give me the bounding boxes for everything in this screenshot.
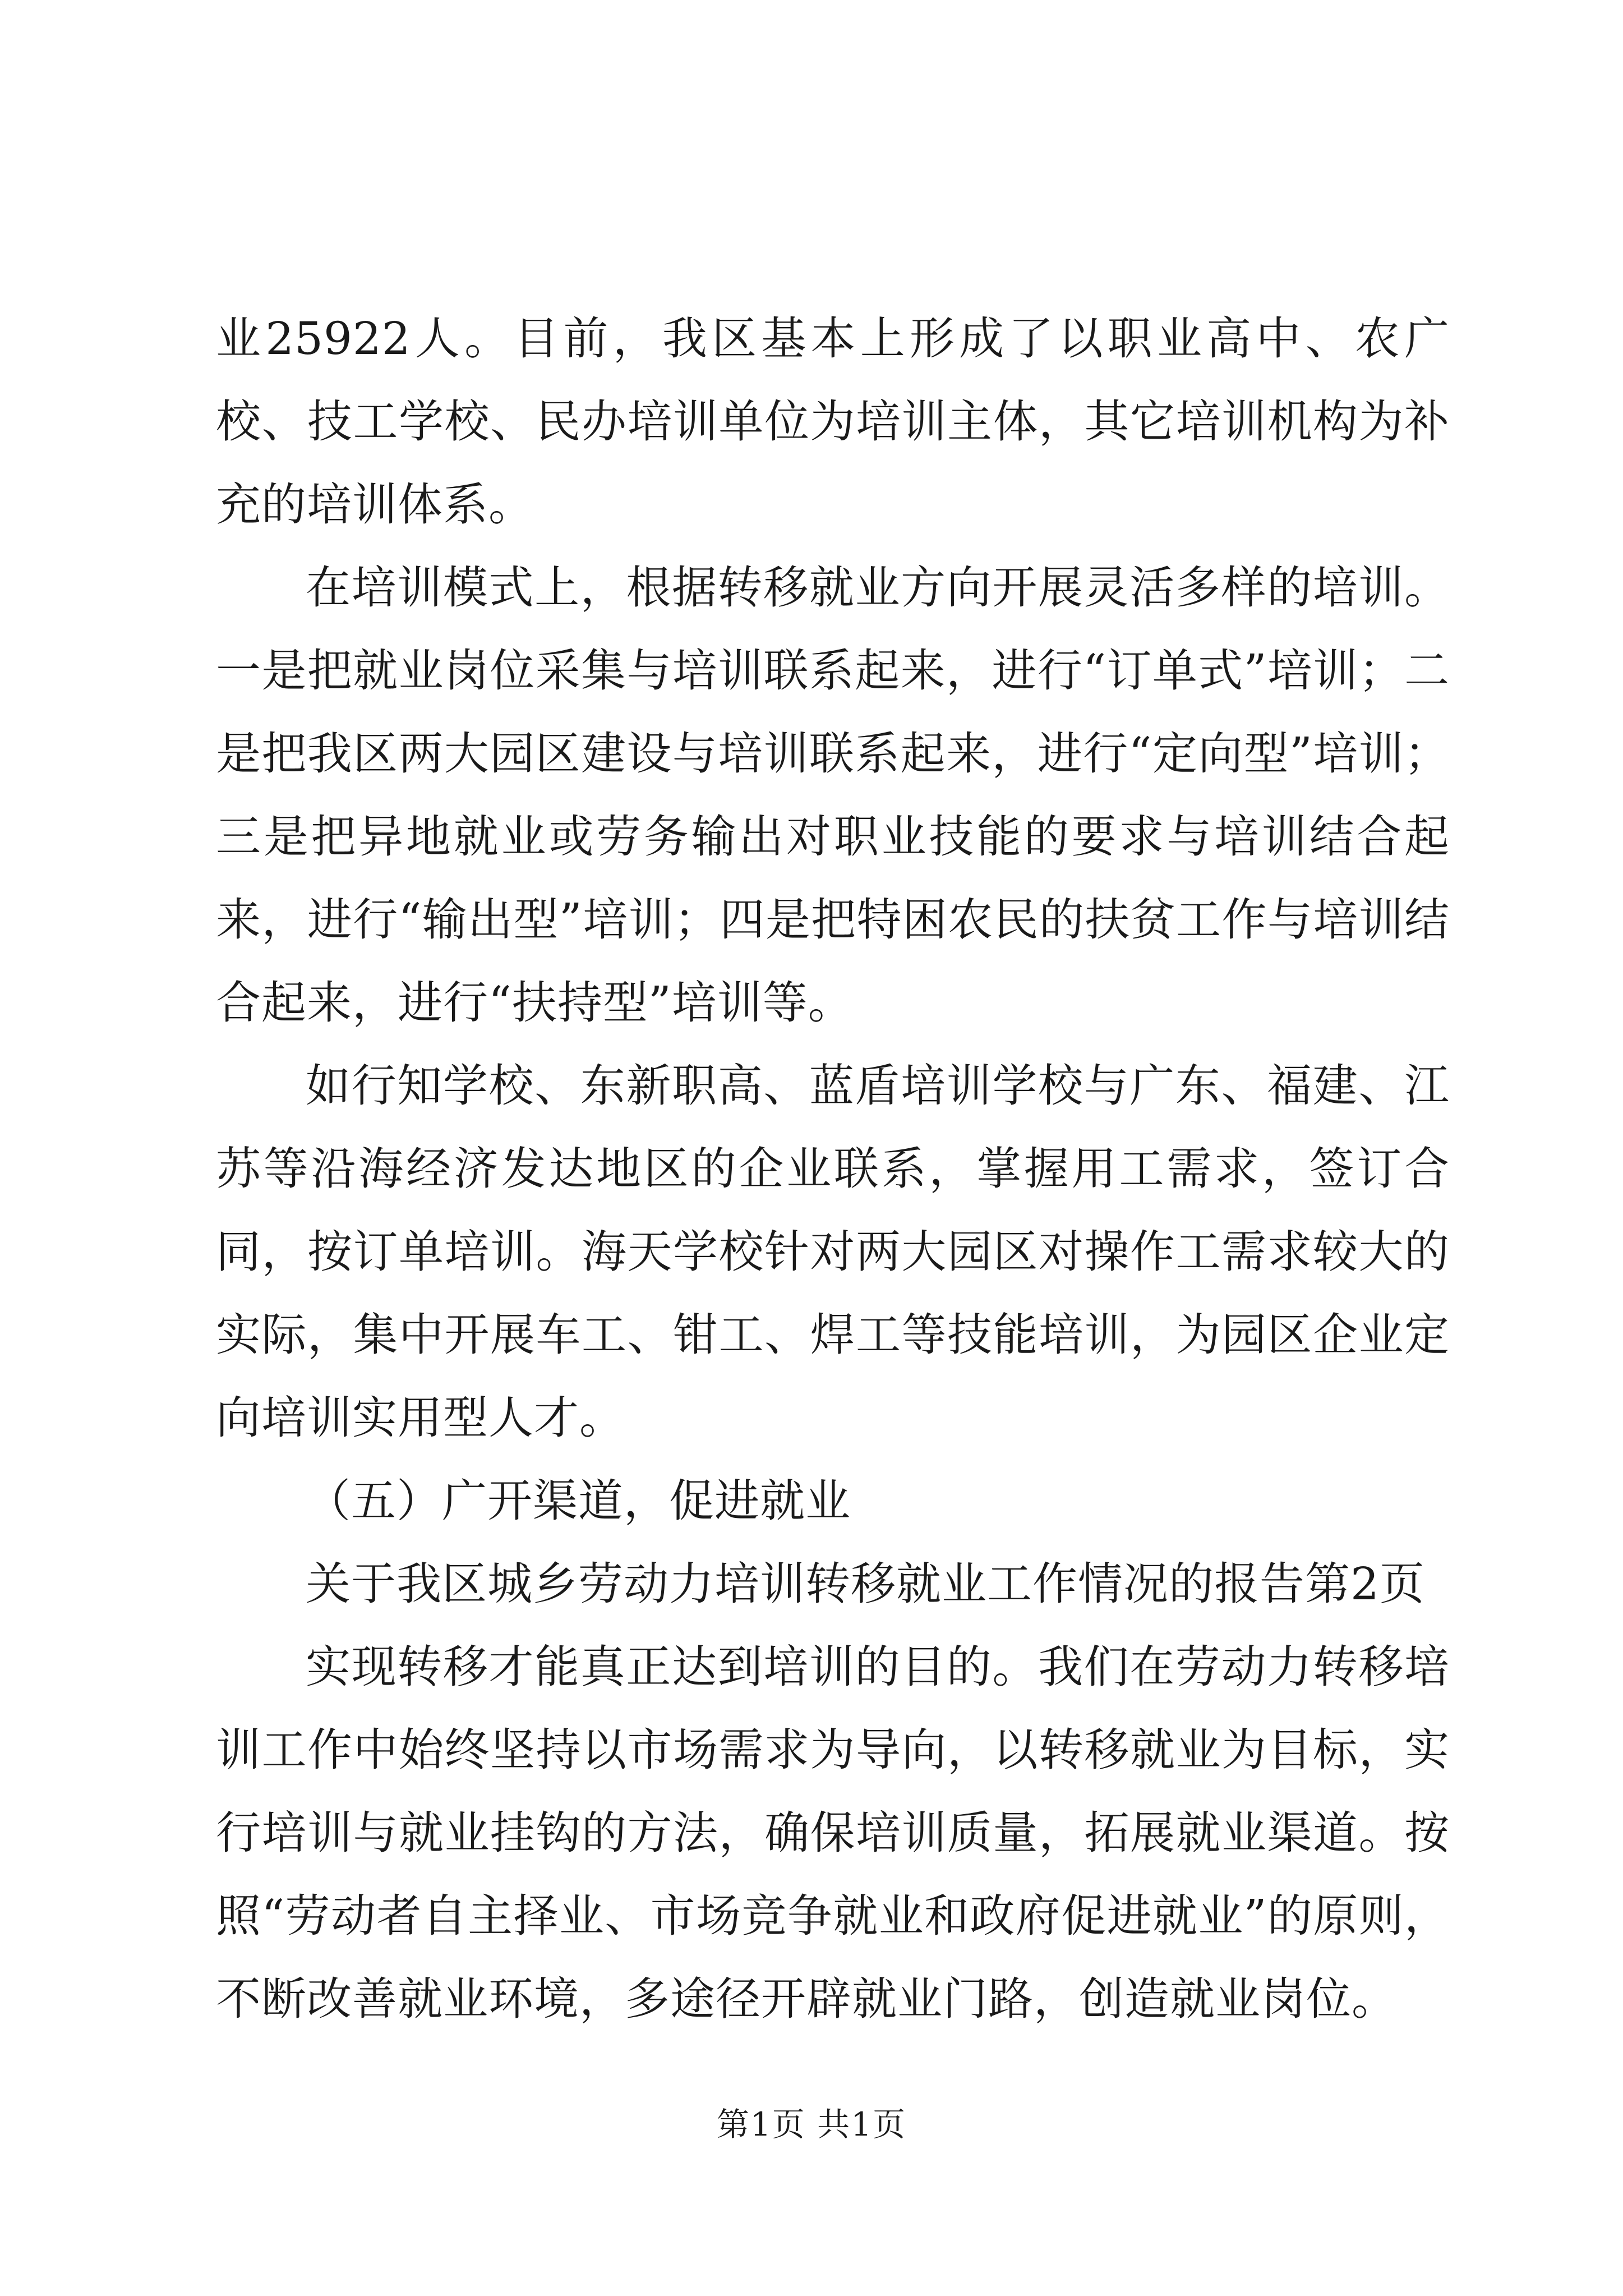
paragraph-school-examples: 如行知学校、东新职高、蓝盾培训学校与广东、福建、江苏等沿海经济发达地区的企业联系，掌握用工需求，签订合同，按订单培训。海天学校针对两大园区对操作工需求较大的实际，集中开展车工、钳工、焊工等技能培训，为园区企业定向培训实用型人才。 xyxy=(216,1060,1450,1444)
paragraph-continuation: 业25922人。目前，我区基本上形成了以职业高中、农广校、技工学校、民办培训单位为培训主体，其它培训机构为补充的培训体系。 xyxy=(216,312,1450,531)
paragraph-training-modes: 在培训模式上，根据转移就业方向开展灵活多样的培训。一是把就业岗位采集与培训联系起来，进行“订单式”培训；二是把我区两大园区建设与培训联系起来，进行“定向型”培训；三是把异地就业或劳务输出对职业技能的要求与培训结合起来，进行“输出型”培训；四是把特困农民的扶贫工作与培训结合起来，进行“扶持型”培训等。 xyxy=(216,562,1450,1029)
page-footer: 第1页 共1页 xyxy=(716,2105,907,2143)
section-heading: （五）广开渠道，促进就业 xyxy=(306,1475,851,1527)
report-page-marker: 关于我区城乡劳动力培训转移就业工作情况的报告第2页 xyxy=(306,1558,1425,1610)
paragraph-employment: 实现转移才能真正达到培训的目的。我们在劳动力转移培训工作中始终坚持以市场需求为导向，以转移就业为目标，实行培训与就业挂钩的方法，确保培训质量，拓展就业渠道。按照“劳动者自主择业、市场竞争就业和政府促进就业”的原则，不断改善就业环境，多途径开辟就业门路，创造就业岗位。 xyxy=(216,1641,1450,2025)
document-body xyxy=(216,297,1450,2041)
